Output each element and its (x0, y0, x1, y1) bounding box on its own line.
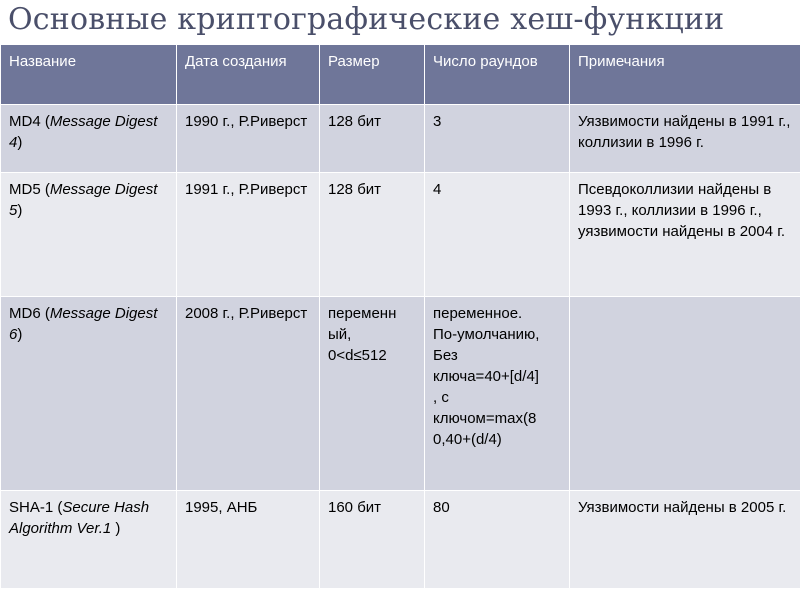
name-suffix: ) (17, 202, 23, 219)
header-date: Дата создания (177, 45, 320, 105)
cell-rounds: переменное. По-умолчанию, Без ключа=40+[d/4] , с ключом=max(8 0,40+(d/4) (425, 297, 570, 491)
page-title: Основные криптографические хеш-функции (8, 2, 725, 37)
cell-size: 128 бит (320, 105, 425, 173)
table-header-row (1, 45, 800, 105)
cell-name (1, 173, 177, 297)
name-prefix: MD5 ( (9, 181, 50, 198)
header-notes: Примечания (570, 45, 800, 105)
cell-date: 1990 г., Р.Риверст (177, 105, 320, 173)
name-prefix: SHA-1 ( (9, 499, 63, 516)
size-line-2: ый, (328, 326, 352, 343)
cell-size: 128 бит (320, 173, 425, 297)
table-row (1, 105, 800, 173)
name-suffix: ) (17, 134, 23, 151)
name-full: Message Digest 4 (9, 113, 158, 151)
table-row (1, 297, 800, 491)
table-row (1, 491, 800, 589)
cell-name (1, 297, 177, 491)
cell-rounds: 3 (425, 105, 570, 173)
cell-name (1, 105, 177, 173)
cell-rounds: 80 (425, 491, 570, 589)
hash-functions-table (0, 44, 800, 589)
cell-date: 1991 г., Р.Риверст (177, 173, 320, 297)
cell-size: 160 бит (320, 491, 425, 589)
cell-rounds: 4 (425, 173, 570, 297)
cell-notes: Уязвимости найдены в 2005 г. (570, 491, 800, 589)
table-row (1, 173, 800, 297)
name-full: Message Digest 5 (9, 181, 158, 219)
cell-size (320, 297, 425, 491)
cell-date: 1995, АНБ (177, 491, 320, 589)
header-rounds: Число раундов (425, 45, 570, 105)
cell-name (1, 491, 177, 589)
size-line-1: переменн (328, 305, 397, 322)
name-prefix: MD4 ( (9, 113, 50, 130)
cell-notes: Уязвимости найдены в 1991 г., коллизии в 1996 г. (570, 105, 800, 173)
size-line-3: 0<d≤512 (328, 347, 387, 364)
name-suffix: ) (17, 326, 23, 343)
name-full: Secure Hash Algorithm Ver.1 (9, 499, 150, 537)
name-full: Message Digest 6 (9, 305, 158, 343)
cell-notes (570, 297, 800, 491)
header-size: Размер (320, 45, 425, 105)
name-suffix: ) (111, 520, 121, 537)
cell-date: 2008 г., Р.Риверст (177, 297, 320, 491)
header-name: Название (1, 45, 177, 105)
name-prefix: MD6 ( (9, 305, 50, 322)
cell-notes: Псевдоколлизии найдены в 1993 г., коллизии в 1996 г., уязвимости найдены в 2004 г. (570, 173, 800, 297)
